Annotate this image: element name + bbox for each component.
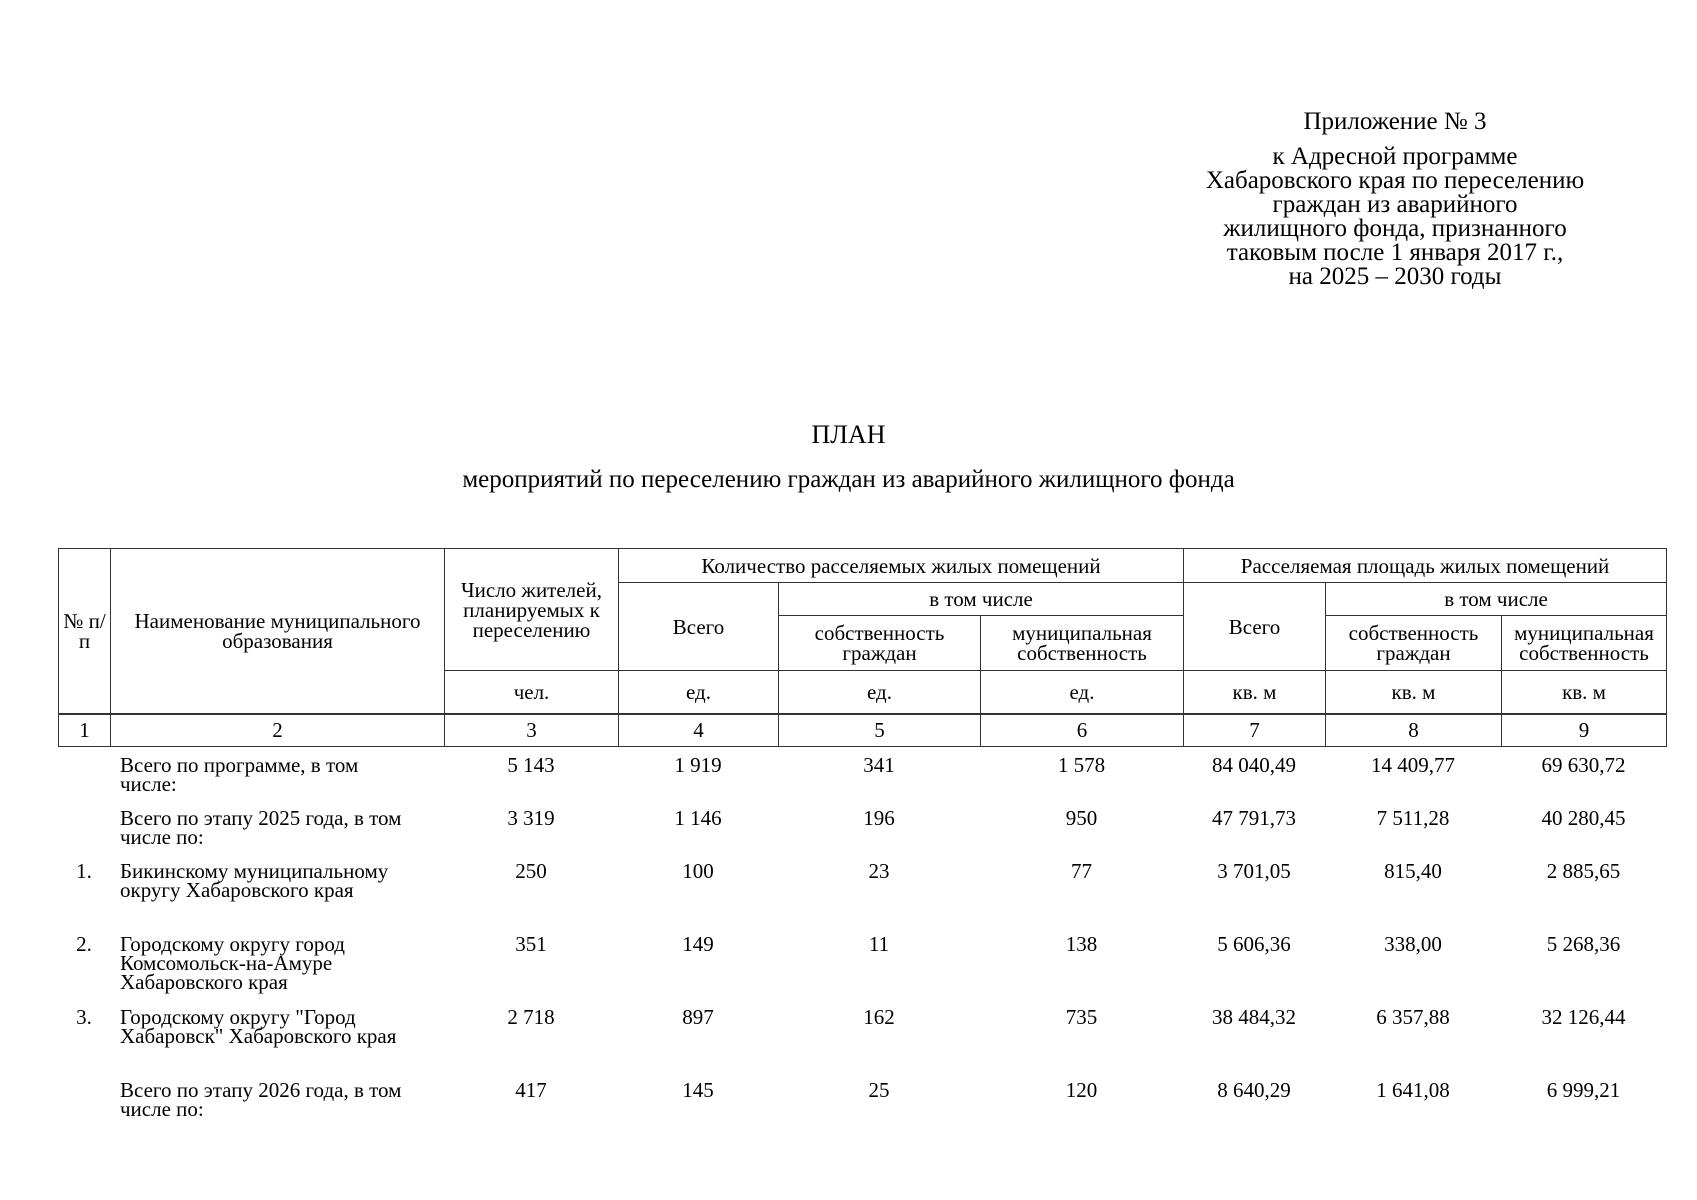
header-area-total: Всего	[1184, 583, 1326, 671]
appendix-number: Приложение № 3	[1303, 108, 1487, 135]
unit-area-private: кв. м	[1326, 671, 1502, 714]
row-residents: 351	[515, 932, 547, 956]
appendix-block	[1170, 110, 1620, 289]
row-area-private: 338,00	[1384, 932, 1442, 956]
row-name: Городскому округу "Город Хабаровск" Хабаровского края	[120, 1005, 397, 1048]
unit-rooms-private: ед.	[779, 671, 981, 714]
row-rooms-municipal: 735	[1065, 1005, 1098, 1029]
row-name: Всего по программе, в том числе:	[120, 753, 359, 796]
header-rooms-group: Количество расселяемых жилых помещений	[619, 549, 1184, 583]
column-number: 2	[111, 714, 445, 747]
row-num: 1.	[76, 859, 92, 883]
table-body	[58, 752, 1666, 1130]
column-number: 4	[619, 714, 779, 747]
row-rooms-municipal: 138	[1065, 932, 1098, 956]
row-area-total: 3 701,05	[1217, 859, 1291, 883]
row-rooms-municipal: 77	[1071, 859, 1092, 883]
row-area-municipal: 5 268,36	[1546, 932, 1621, 956]
unit-area-total: кв. м	[1184, 671, 1326, 714]
row-area-municipal: 32 126,44	[1541, 1005, 1626, 1029]
appendix-line: жилищного фонда, признанного	[1223, 215, 1567, 242]
row-rooms-total: 145	[682, 1078, 714, 1102]
row-num	[58, 1077, 110, 1130]
row-area-municipal: 6 999,21	[1546, 1078, 1621, 1102]
row-area-total: 8 640,29	[1217, 1078, 1291, 1102]
unit-area-municipal: кв. м	[1502, 671, 1667, 714]
row-residents: 3 319	[507, 806, 555, 830]
appendix-line: граждан из аварийного	[1272, 191, 1518, 218]
table-row	[58, 1004, 1666, 1077]
row-area-municipal: 69 630,72	[1541, 753, 1626, 777]
column-numbers-row	[59, 714, 1667, 747]
row-rooms-municipal: 120	[1065, 1078, 1098, 1102]
unit-rooms-municipal: ед.	[981, 671, 1184, 714]
column-number: 1	[59, 714, 111, 747]
row-area-private: 14 409,77	[1371, 753, 1455, 777]
table-row	[58, 858, 1666, 931]
table-row	[58, 752, 1666, 805]
appendix-line: на 2025 – 2030 годы	[1288, 263, 1502, 290]
header-rooms-total: Всего	[619, 583, 779, 671]
row-rooms-total: 149	[682, 932, 714, 956]
row-area-private: 815,40	[1384, 859, 1442, 883]
appendix-line: таковым после 1 января 2017 г.,	[1226, 239, 1564, 266]
row-residents: 417	[515, 1078, 547, 1102]
row-rooms-private: 196	[863, 806, 895, 830]
row-rooms-private: 11	[868, 932, 890, 956]
row-residents: 2 718	[507, 1005, 555, 1029]
row-rooms-municipal: 1 578	[1057, 753, 1106, 777]
column-number: 3	[445, 714, 619, 747]
row-rooms-private: 341	[863, 753, 895, 777]
row-rooms-municipal: 950	[1065, 806, 1098, 830]
row-rooms-private: 25	[868, 1078, 890, 1102]
header-area-including: в том числе	[1326, 583, 1667, 616]
row-area-municipal: 40 280,45	[1541, 806, 1626, 830]
row-rooms-total: 100	[682, 859, 714, 883]
table-row	[58, 931, 1666, 1004]
row-rooms-total: 1 146	[674, 806, 722, 830]
row-area-total: 5 606,36	[1217, 932, 1291, 956]
row-num	[58, 805, 110, 858]
column-number: 5	[779, 714, 981, 747]
column-number: 6	[981, 714, 1184, 747]
appendix-line: Хабаровского края по переселению	[1205, 167, 1585, 194]
column-number: 8	[1326, 714, 1502, 747]
column-number: 9	[1502, 714, 1667, 747]
header-num: № п/п	[59, 549, 111, 714]
appendix-line: к Адресной программе	[1272, 143, 1518, 170]
header-area-private: собственность граждан	[1326, 616, 1502, 671]
column-number: 7	[1184, 714, 1326, 747]
header-rooms-municipal: муниципальная собственность	[981, 616, 1184, 671]
row-name: Всего по этапу 2026 года, в том числе по:	[120, 1078, 402, 1121]
row-area-private: 7 511,28	[1376, 806, 1450, 830]
row-rooms-total: 897	[682, 1005, 714, 1029]
table-header	[58, 548, 1667, 747]
unit-rooms-total: ед.	[619, 671, 779, 714]
row-name: Бикинскому муниципальному округу Хабаровского края	[120, 859, 389, 902]
row-name: Всего по этапу 2025 года, в том числе по:	[120, 806, 402, 849]
header-rooms-private: собственность граждан	[779, 616, 981, 671]
document-title: ПЛАН	[811, 420, 886, 449]
header-rooms-including: в том числе	[779, 583, 1184, 616]
row-num: 2.	[76, 932, 92, 956]
table-row	[58, 1077, 1666, 1130]
document-subtitle: мероприятий по переселению граждан из аварийного жилищного фонда	[462, 466, 1235, 493]
row-num: 3.	[76, 1005, 92, 1029]
row-rooms-total: 1 919	[674, 753, 722, 777]
row-name: Городскому округу город Комсомольск-на-Амуре Хабаровского края	[120, 932, 345, 994]
table-row	[58, 805, 1666, 858]
row-residents: 5 143	[507, 753, 555, 777]
row-area-private: 1 641,08	[1376, 1078, 1450, 1102]
row-num	[58, 752, 110, 805]
unit-residents: чел.	[445, 671, 619, 714]
row-area-total: 47 791,73	[1212, 806, 1296, 830]
header-area-group: Расселяемая площадь жилых помещений	[1184, 549, 1667, 583]
row-residents: 250	[515, 859, 547, 883]
row-area-total: 38 484,32	[1212, 1005, 1296, 1029]
row-rooms-private: 23	[868, 859, 890, 883]
header-area-municipal: муниципальная собственность	[1502, 616, 1667, 671]
header-name: Наименование муниципального образования	[111, 549, 445, 714]
row-area-private: 6 357,88	[1376, 1005, 1450, 1029]
row-area-total: 84 040,49	[1212, 753, 1296, 777]
row-rooms-private: 162	[863, 1005, 895, 1029]
row-area-municipal: 2 885,65	[1546, 859, 1621, 883]
header-residents: Число жителей, планируемых к переселению	[445, 549, 619, 671]
